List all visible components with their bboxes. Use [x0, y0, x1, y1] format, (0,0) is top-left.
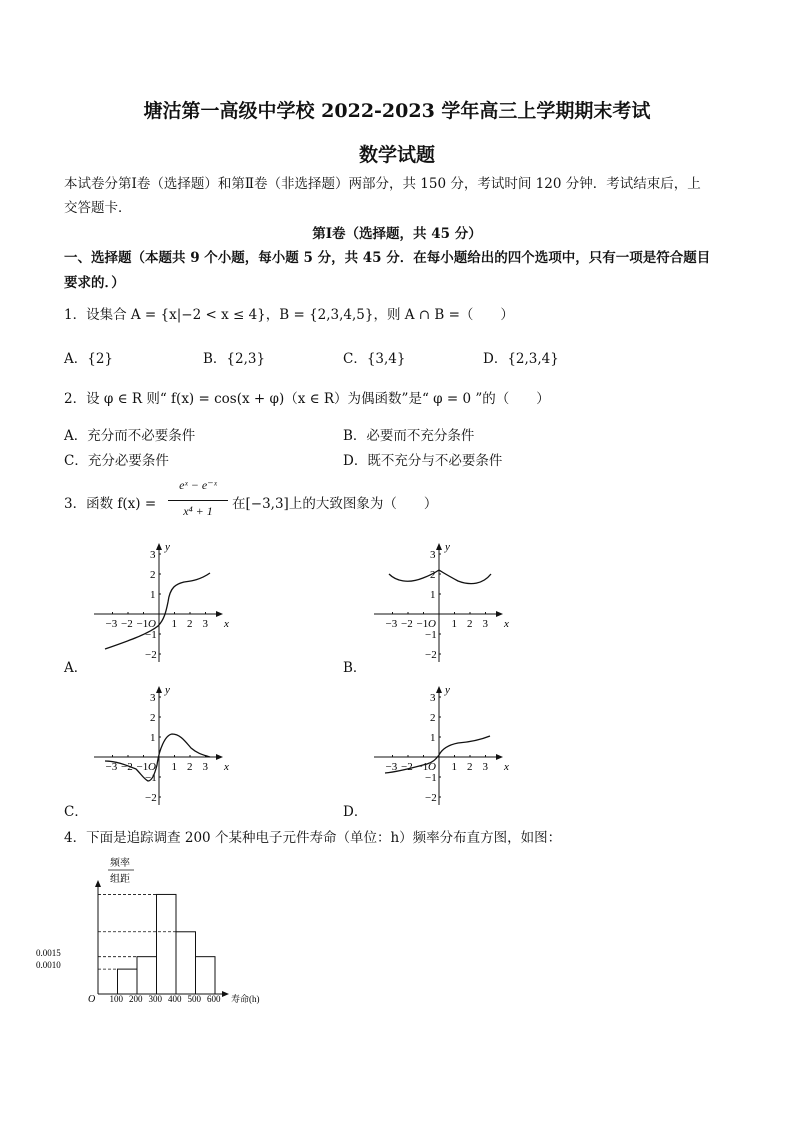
graph-b-ytick-label: −1 [425, 629, 437, 641]
graph-b-xtick-label: −1 [416, 618, 429, 630]
graph-b-ylabel: y [445, 541, 450, 553]
q3-option-a-label: A． [64, 660, 88, 676]
graph-a-ylabel: y [165, 541, 170, 553]
q1-option-c: C．{3,4} [343, 351, 406, 367]
graph-b-xtick-label: 2 [467, 618, 473, 630]
graph-b-xtick-label: 3 [482, 618, 488, 630]
q1-option-d: D．{2,3,4} [483, 351, 559, 367]
graph-b-axes [374, 541, 509, 662]
histogram-ylabel-bottom: 组距 [110, 874, 130, 885]
q2-option-b: B．必要而不充分条件 [343, 428, 475, 444]
graph-b-ytick-label: −2 [425, 649, 437, 661]
graph-a-ytick-label: 1 [150, 589, 156, 601]
histogram-xtick-500: 500 [187, 994, 201, 1004]
graph-a-ytick-label: 3 [150, 549, 156, 561]
graph-d-ylabel: y [445, 684, 450, 696]
graph-b-ytick-label: 1 [430, 589, 436, 601]
graph-d-ytick-label: −1 [425, 772, 437, 784]
graph-d-ytick-label: −2 [425, 792, 437, 804]
graph-a-ytick-label: 2 [150, 569, 156, 581]
graph-c-ytick-label: −1 [145, 772, 157, 784]
graph-c-axes [94, 684, 229, 805]
q1-option-b: B．{2,3} [203, 351, 266, 367]
graph-b-curve [389, 570, 491, 584]
graph-b-xtick-label: O [428, 618, 436, 630]
q2-option-c: C．充分必要条件 [64, 453, 169, 469]
graph-d-xtick-label: −1 [416, 761, 429, 773]
histogram-ylabel-top: 频率 [110, 858, 130, 869]
graph-d-y-arrow [436, 686, 442, 693]
q2-option-a: A．充分而不必要条件 [64, 428, 196, 444]
graph-b-xtick-label: 1 [451, 618, 457, 630]
histogram-bar-100-200 [118, 969, 138, 994]
question-3-suffix: 在[−3,3]上的大致图象为（ ） [232, 496, 438, 512]
graph-c-x-arrow [216, 754, 223, 760]
graph-c-ytick-label: 2 [150, 712, 156, 724]
intro-line-1: 本试卷分第Ⅰ卷（选择题）和第Ⅱ卷（非选择题）两部分，共 150 分，考试时间 120 分钟．考试结束后，上 [64, 176, 701, 192]
graph-c-xtick-label: −2 [121, 761, 133, 773]
graph-c-xtick-label: 1 [171, 761, 177, 773]
exam-subtitle: 数学试题 [358, 144, 435, 166]
graph-d-axes [374, 684, 509, 805]
histogram-ytick-0.0010: 0.0010 [36, 960, 61, 970]
q3-option-c-label: C． [64, 804, 88, 820]
graph-a-xtick-label: −3 [105, 618, 118, 630]
histogram-bar-300-400 [157, 894, 177, 994]
exam-title: 塘沽第一高级中学校 2022-2023 学年高三上学期期末考试 [143, 100, 651, 122]
histogram-origin: O [88, 994, 96, 1005]
section-instruction-2: 要求的．） [64, 275, 125, 291]
histogram-bar-200-300 [137, 957, 157, 994]
graph-d-x-arrow [496, 754, 503, 760]
graph-a-xtick-label: −1 [136, 618, 149, 630]
histogram-xtick-100: 100 [109, 994, 123, 1004]
graph-a-xtick-label: −2 [121, 618, 133, 630]
graph-c-xtick-label: −3 [105, 761, 118, 773]
graph-c-ytick-label: 1 [150, 732, 156, 744]
graph-a-xtick-label: 3 [202, 618, 208, 630]
graph-d-xtick-label: 2 [467, 761, 473, 773]
graph-c-xtick-label: O [148, 761, 156, 773]
question-1-text: 1．设集合 A = {x|−2 < x ≤ 4}，B = {2,3,4,5}，则 A ∩ B =（ ） [64, 307, 514, 323]
q2-option-d: D．既不充分与不必要条件 [343, 453, 503, 469]
graph-d-xtick-label: −2 [401, 761, 413, 773]
histogram-bars [118, 894, 216, 994]
graph-c-xlabel: x [224, 761, 229, 773]
histogram-x-arrow [222, 991, 229, 997]
q1-option-a: A．{2} [64, 351, 114, 367]
graph-a [88, 540, 238, 665]
q3-option-d-label: D． [343, 804, 368, 820]
histogram-y-arrow [95, 880, 101, 887]
graph-a-ytick-label: −1 [145, 629, 157, 641]
section-instruction-1: 一、选择题（本题共 9 个小题，每小题 5 分，共 45 分．在每小题给出的四个选项中，只有一项是符合题目 [64, 250, 711, 266]
histogram-xtick-200: 200 [129, 994, 143, 1004]
q3-denominator: x⁴ + 1 [183, 504, 213, 518]
graph-d-xtick-label: 1 [451, 761, 457, 773]
graph-b-ytick-label: 3 [430, 549, 436, 561]
graph-b-x-arrow [496, 611, 503, 617]
graph-d [368, 683, 518, 808]
graph-d-xlabel: x [504, 761, 509, 773]
graph-b-xtick-label: −3 [385, 618, 398, 630]
histogram-xticks [110, 994, 222, 1004]
graph-d-ytick-label: 1 [430, 732, 436, 744]
graph-a-axes [94, 541, 229, 662]
graph-d-ytick-label: 3 [430, 692, 436, 704]
graph-a-xtick-label: O [148, 618, 156, 630]
graph-c-xtick-label: −1 [136, 761, 149, 773]
histogram-xtick-400: 400 [168, 994, 182, 1004]
graph-b-xtick-label: −2 [401, 618, 413, 630]
graph-b-ytick-label: 2 [430, 569, 436, 581]
histogram-xtick-600: 600 [207, 994, 221, 1004]
q3-option-b-label: B． [343, 660, 367, 676]
graph-d-xtick-label: −3 [385, 761, 398, 773]
graph-d-ytick-label: 2 [430, 712, 436, 724]
histogram-ytick-0.0015: 0.0015 [36, 948, 61, 958]
graph-a-curve [105, 573, 210, 649]
graph-a-xtick-label: 2 [187, 618, 193, 630]
q3-fraction-bar [168, 500, 228, 501]
graph-a-ytick-label: −2 [145, 649, 157, 661]
graph-c-ytick-label: 3 [150, 692, 156, 704]
graph-a-x-arrow [216, 611, 223, 617]
graph-a-y-arrow [156, 543, 162, 550]
histogram-xtick-300: 300 [148, 994, 162, 1004]
graph-b-y-arrow [436, 543, 442, 550]
graph-c [88, 683, 238, 808]
section-title: 第Ⅰ卷（选择题，共 45 分） [312, 226, 482, 242]
graph-a-xlabel: x [224, 618, 229, 630]
graph-c-xtick-label: 2 [187, 761, 193, 773]
graph-a-xtick-label: 1 [171, 618, 177, 630]
histogram-bar-500-600 [196, 957, 216, 994]
intro-line-2: 交答题卡． [64, 200, 132, 216]
question-3-prefix: 3．函数 f(x) = [64, 496, 157, 512]
graph-b [368, 540, 518, 665]
graph-d-xtick-label: 3 [482, 761, 488, 773]
frequency-histogram [36, 852, 274, 1005]
graph-c-y-arrow [156, 686, 162, 693]
histogram-xlabel: 寿命(h) [231, 994, 260, 1004]
graph-c-ytick-label: −2 [145, 792, 157, 804]
question-4-text: 4．下面是追踪调查 200 个某种电子元件寿命（单位：h）频率分布直方图，如图： [64, 830, 562, 846]
histogram-bar-400-500 [176, 932, 196, 994]
question-2-text: 2．设 φ ∈ R 则“ f(x) = cos(x + φ)（x ∈ R）为偶函数”是“ φ = 0 ”的（ ） [64, 391, 550, 407]
q3-numerator: eˣ − e⁻ˣ [179, 478, 217, 492]
graph-d-xtick-label: O [428, 761, 436, 773]
graph-c-ylabel: y [165, 684, 170, 696]
graph-c-xtick-label: 3 [202, 761, 208, 773]
graph-b-xlabel: x [504, 618, 509, 630]
